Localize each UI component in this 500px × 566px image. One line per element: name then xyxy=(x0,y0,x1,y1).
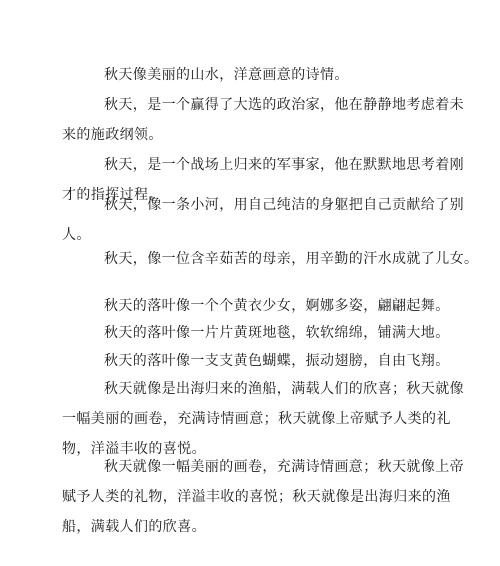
text-line: 秋天的落叶像一支支黄色蝴蝶，振动翅膀，自由飞翔。 xyxy=(104,353,450,369)
paragraph-6 xyxy=(104,291,450,321)
paragraph-8 xyxy=(104,346,450,376)
text-line: 来的施政纲领。 xyxy=(62,127,163,143)
text-line: 人。 xyxy=(62,227,91,243)
text-line: 一幅美丽的画卷，充满诗情画意；秋天就像上帝赋予人类的礼 xyxy=(62,411,451,427)
text-line: 秋天，是一个战场上归来的军事家，他在默默地思考着刚 xyxy=(104,157,464,173)
text-line: 才的指挥过程。 xyxy=(62,187,163,203)
paragraph-9 xyxy=(62,374,464,464)
text-line: 船，满载人们的欣喜。 xyxy=(62,519,206,535)
text-line: 秋天，像一位含辛茹苦的母亲，用辛勤的汗水成就了儿女。 xyxy=(104,251,479,267)
paragraph-7 xyxy=(104,318,450,348)
text-line: 秋天就像一幅美丽的画卷，充满诗情画意；秋天就像上帝 xyxy=(104,459,464,475)
text-line: 秋天，像一条小河，用自己纯洁的身躯把自己贡献给了别 xyxy=(104,197,464,213)
paragraph-1 xyxy=(104,60,434,90)
paragraph-2 xyxy=(62,90,464,150)
paragraph-10 xyxy=(62,452,464,542)
text-line: 秋天像美丽的山水，洋意画意的诗情。 xyxy=(104,67,349,83)
text-line: 赋予人类的礼物，洋溢丰收的喜悦；秋天就像是出海归来的渔 xyxy=(62,489,451,505)
text-line: 秋天就像是出海归来的渔船，满载人们的欣喜；秋天就像 xyxy=(104,381,464,397)
text-line: 秋天，是一个赢得了大选的政治家，他在静静地考虑着未 xyxy=(104,97,464,113)
paragraph-5 xyxy=(104,244,479,274)
text-line: 物，洋溢丰收的喜悦。 xyxy=(62,441,206,457)
text-line: 秋天的落叶像一片片黄斑地毯，软软绵绵，铺满大地。 xyxy=(104,325,450,341)
text-line: 秋天的落叶像一个个黄衣少女，婀娜多姿，翩翩起舞。 xyxy=(104,298,450,314)
